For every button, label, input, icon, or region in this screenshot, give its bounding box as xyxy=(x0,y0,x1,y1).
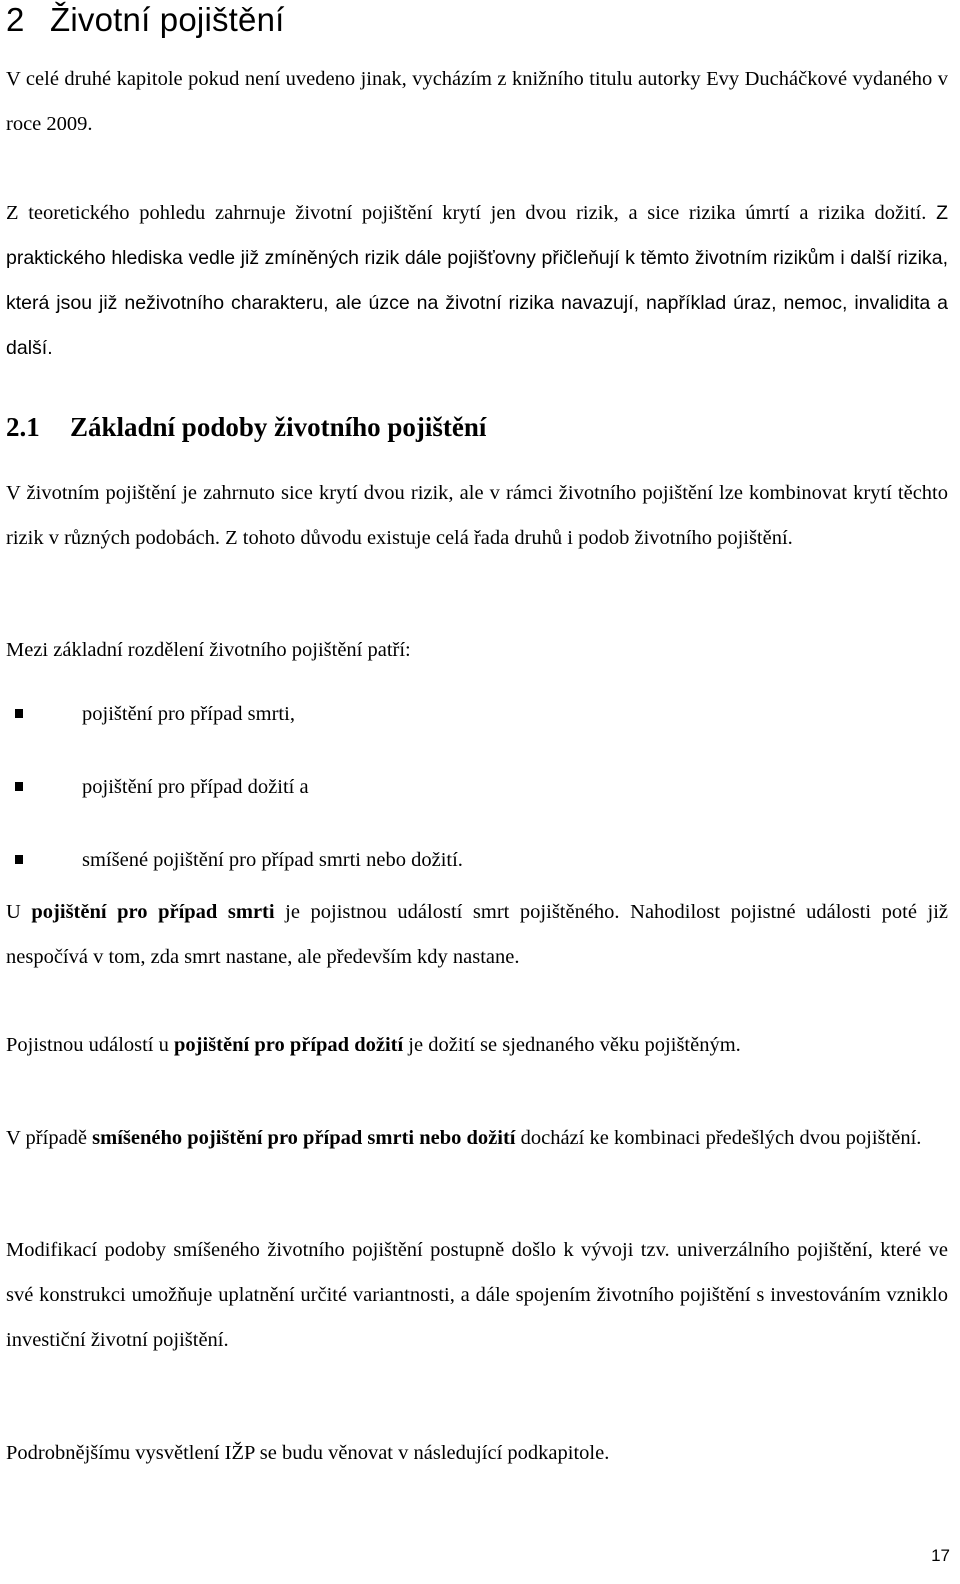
endowment-paragraph: Pojistnou událostí u pojištění pro případ dožití je dožití se sjednaného věku pojištěným. xyxy=(6,1034,741,1056)
death-insurance-paragraph: U pojištění pro případ smrti je pojistnou událostí smrt pojištěného. Nahodilost pojistné události poté již nespočívá v tom, zda smrt nastane, ale především kdy nastane. xyxy=(6,901,949,968)
forms-paragraph: V životním pojištění je zahrnuto sice krytí dvou rizik, ale v rámci životního pojištění lze kombinovat krytí těchto rizik v různých podobách. Z tohoto důvodu existuje celá řada druhů i podob životního pojištění. xyxy=(6,482,948,549)
section-title: Základní podoby životního pojištění xyxy=(70,412,487,442)
bullet-square-icon xyxy=(15,855,23,864)
list-item: pojištění pro případ dožití a xyxy=(6,770,948,843)
risk-paragraph xyxy=(6,191,948,371)
risk-paragraph-theory: Z teoretického pohledu zahrnuje životní pojištění krytí jen dvou rizik, a sice rizika úmrtí a rizika dožití. xyxy=(6,202,937,224)
chapter-heading xyxy=(6,0,285,40)
section-heading xyxy=(6,410,486,444)
closing-paragraph: Podrobnějšímu vysvětlení IŽP se budu věnovat v následující podkapitole. xyxy=(6,1442,610,1464)
universal-insurance-paragraph: Modifikací podoby smíšeného životního pojištění postupně došlo k vývoji tzv. univerzálního pojištění, které ve své konstrukci umožňuje uplatnění určité variantnosti, a dále spojením životního pojištění s investováním vzniklo investiční životní pojištění. xyxy=(6,1239,948,1351)
mixed-insurance-paragraph: V případě smíšeného pojištění pro případ smrti nebo dožití dochází ke kombinaci předešlých dvou pojištění. xyxy=(6,1127,922,1149)
insurance-types-list xyxy=(6,697,948,916)
section-number: 2.1 xyxy=(6,412,40,442)
bullet-square-icon xyxy=(15,782,23,791)
death-insurance-term: pojištění pro případ smrti xyxy=(31,901,275,923)
mixed-insurance-term: smíšeného pojištění pro případ smrti nebo dožití xyxy=(92,1127,516,1149)
division-intro: Mezi základní rozdělení životního pojištění patří: xyxy=(6,639,411,661)
endowment-term: pojištění pro případ dožití xyxy=(174,1034,404,1056)
chapter-number: 2 xyxy=(6,1,25,38)
chapter-title: Životní pojištění xyxy=(50,1,285,38)
bullet-square-icon xyxy=(15,709,23,718)
page-number: 17 xyxy=(931,1546,950,1565)
intro-paragraph: V celé druhé kapitole pokud není uvedeno jinak, vycházím z knižního titulu autorky Evy Ducháčkové vydaného v roce 2009. xyxy=(6,68,948,135)
list-item: smíšené pojištění pro případ smrti nebo dožití. xyxy=(6,843,948,916)
risk-paragraph-practice: Z praktického hlediska vedle již zmíněných rizik dále pojišťovny přičleňují k těmto životním rizikům i další rizika, která jsou již neživotního charakteru, ale úzce na životní rizika navazují, například úraz, nemoc, invalidita a další. xyxy=(6,202,948,359)
list-item: pojištění pro případ smrti, xyxy=(6,697,948,770)
